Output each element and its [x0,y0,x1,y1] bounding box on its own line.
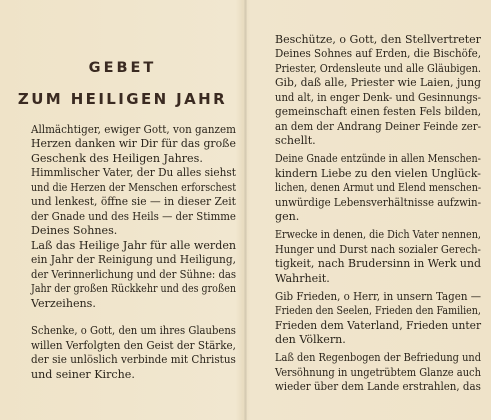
text-line: Erwecke in denen, die Dich Vater nennen, [275,228,482,241]
text-line: Deines Sohnes auf Erden, die Bischöfe, [275,47,482,60]
text-line: Beschütze, o Gott, den Stellvertreter [275,33,481,46]
text-line: Priester, Ordensleute und alle Gläubigen. [275,62,482,75]
text-line: gen. [275,210,300,223]
text-line: an dem der Andrang Deiner Feinde zer- [275,120,482,133]
text-line: Hunger und Durst nach sozialer Gerech- [275,243,481,256]
text-line: Deines Sohnes. [31,224,118,237]
text-line: Himmlischer Vater, der Du alles siehst [31,166,236,179]
text-line: gemeinschaft einen festen Fels bilden, [275,105,482,118]
prayer-title-line-2: ZUM HEILIGEN JAHR [17,90,228,108]
text-line: willen Verfolgten den Geist der Stärke, [31,339,236,352]
text-line: und seiner Kirche. [31,368,135,381]
text-line: den Völkern. [275,333,346,346]
text-line: Herzen danken wir Dir für das große [31,137,236,150]
text-line: ein Jahr der Reinigung und Heiligung, [31,253,236,266]
text-line: Geschenk des Heiligen Jahres. [31,152,203,165]
text-line: und die Herzen der Menschen erforschest [31,181,237,194]
right-page [246,0,491,420]
text-line: und alt, in enger Denk- und Gesinnungs- [275,91,482,104]
text-line: Versöhnung in ungetrübtem Glanze auch [275,366,481,379]
text-line: wieder über dem Lande erstrahlen, das [275,380,481,393]
text-line: der Gnade und des Heils — der Stimme [31,210,236,223]
text-line: schellt. [275,134,316,147]
left-page [0,0,245,420]
text-line: tigkeit, nach Brudersinn in Werk und [275,257,482,270]
text-line: Allmächtiger, ewiger Gott, von ganzem [31,123,236,136]
text-line: Frieden den Seelen, Frieden den Familien, [275,304,481,317]
text-line: Gib Frieden, o Herr, in unsern Tagen — [275,290,482,303]
text-line: unwürdige Lebensverhältnisse aufzwin- [275,196,482,209]
text-line: Jahr der großen Rückkehr und des großen [31,282,237,295]
text-line: der sie unlöslich verbinde mit Christus [31,353,236,366]
text-line: Laß das Heilige Jahr für alle werden [31,239,237,252]
text-line: kindern Liebe zu den vielen Unglück- [275,167,481,180]
text-line: Laß den Regenbogen der Befriedung und [275,351,481,364]
text-line: und lenkest, öffne sie — in dieser Zeit [31,195,236,208]
text-line: Frieden dem Vaterland, Frieden unter [275,319,482,332]
text-line: lichen, denen Armut und Elend menschen- [275,181,482,194]
text-line: Gib, daß alle, Priester wie Laien, jung [275,76,481,89]
text-line: Verzeihens. [31,297,96,310]
prayer-title-line-1: GEBET [88,60,157,76]
text-line: Deine Gnade entzünde in allen Menschen- [275,152,481,165]
text-line: der Verinnerlichung und der Sühne: das [31,268,237,281]
text-line: Schenke, o Gott, den um ihres Glaubens [31,324,236,337]
text-line: Wahrheit. [275,272,330,285]
